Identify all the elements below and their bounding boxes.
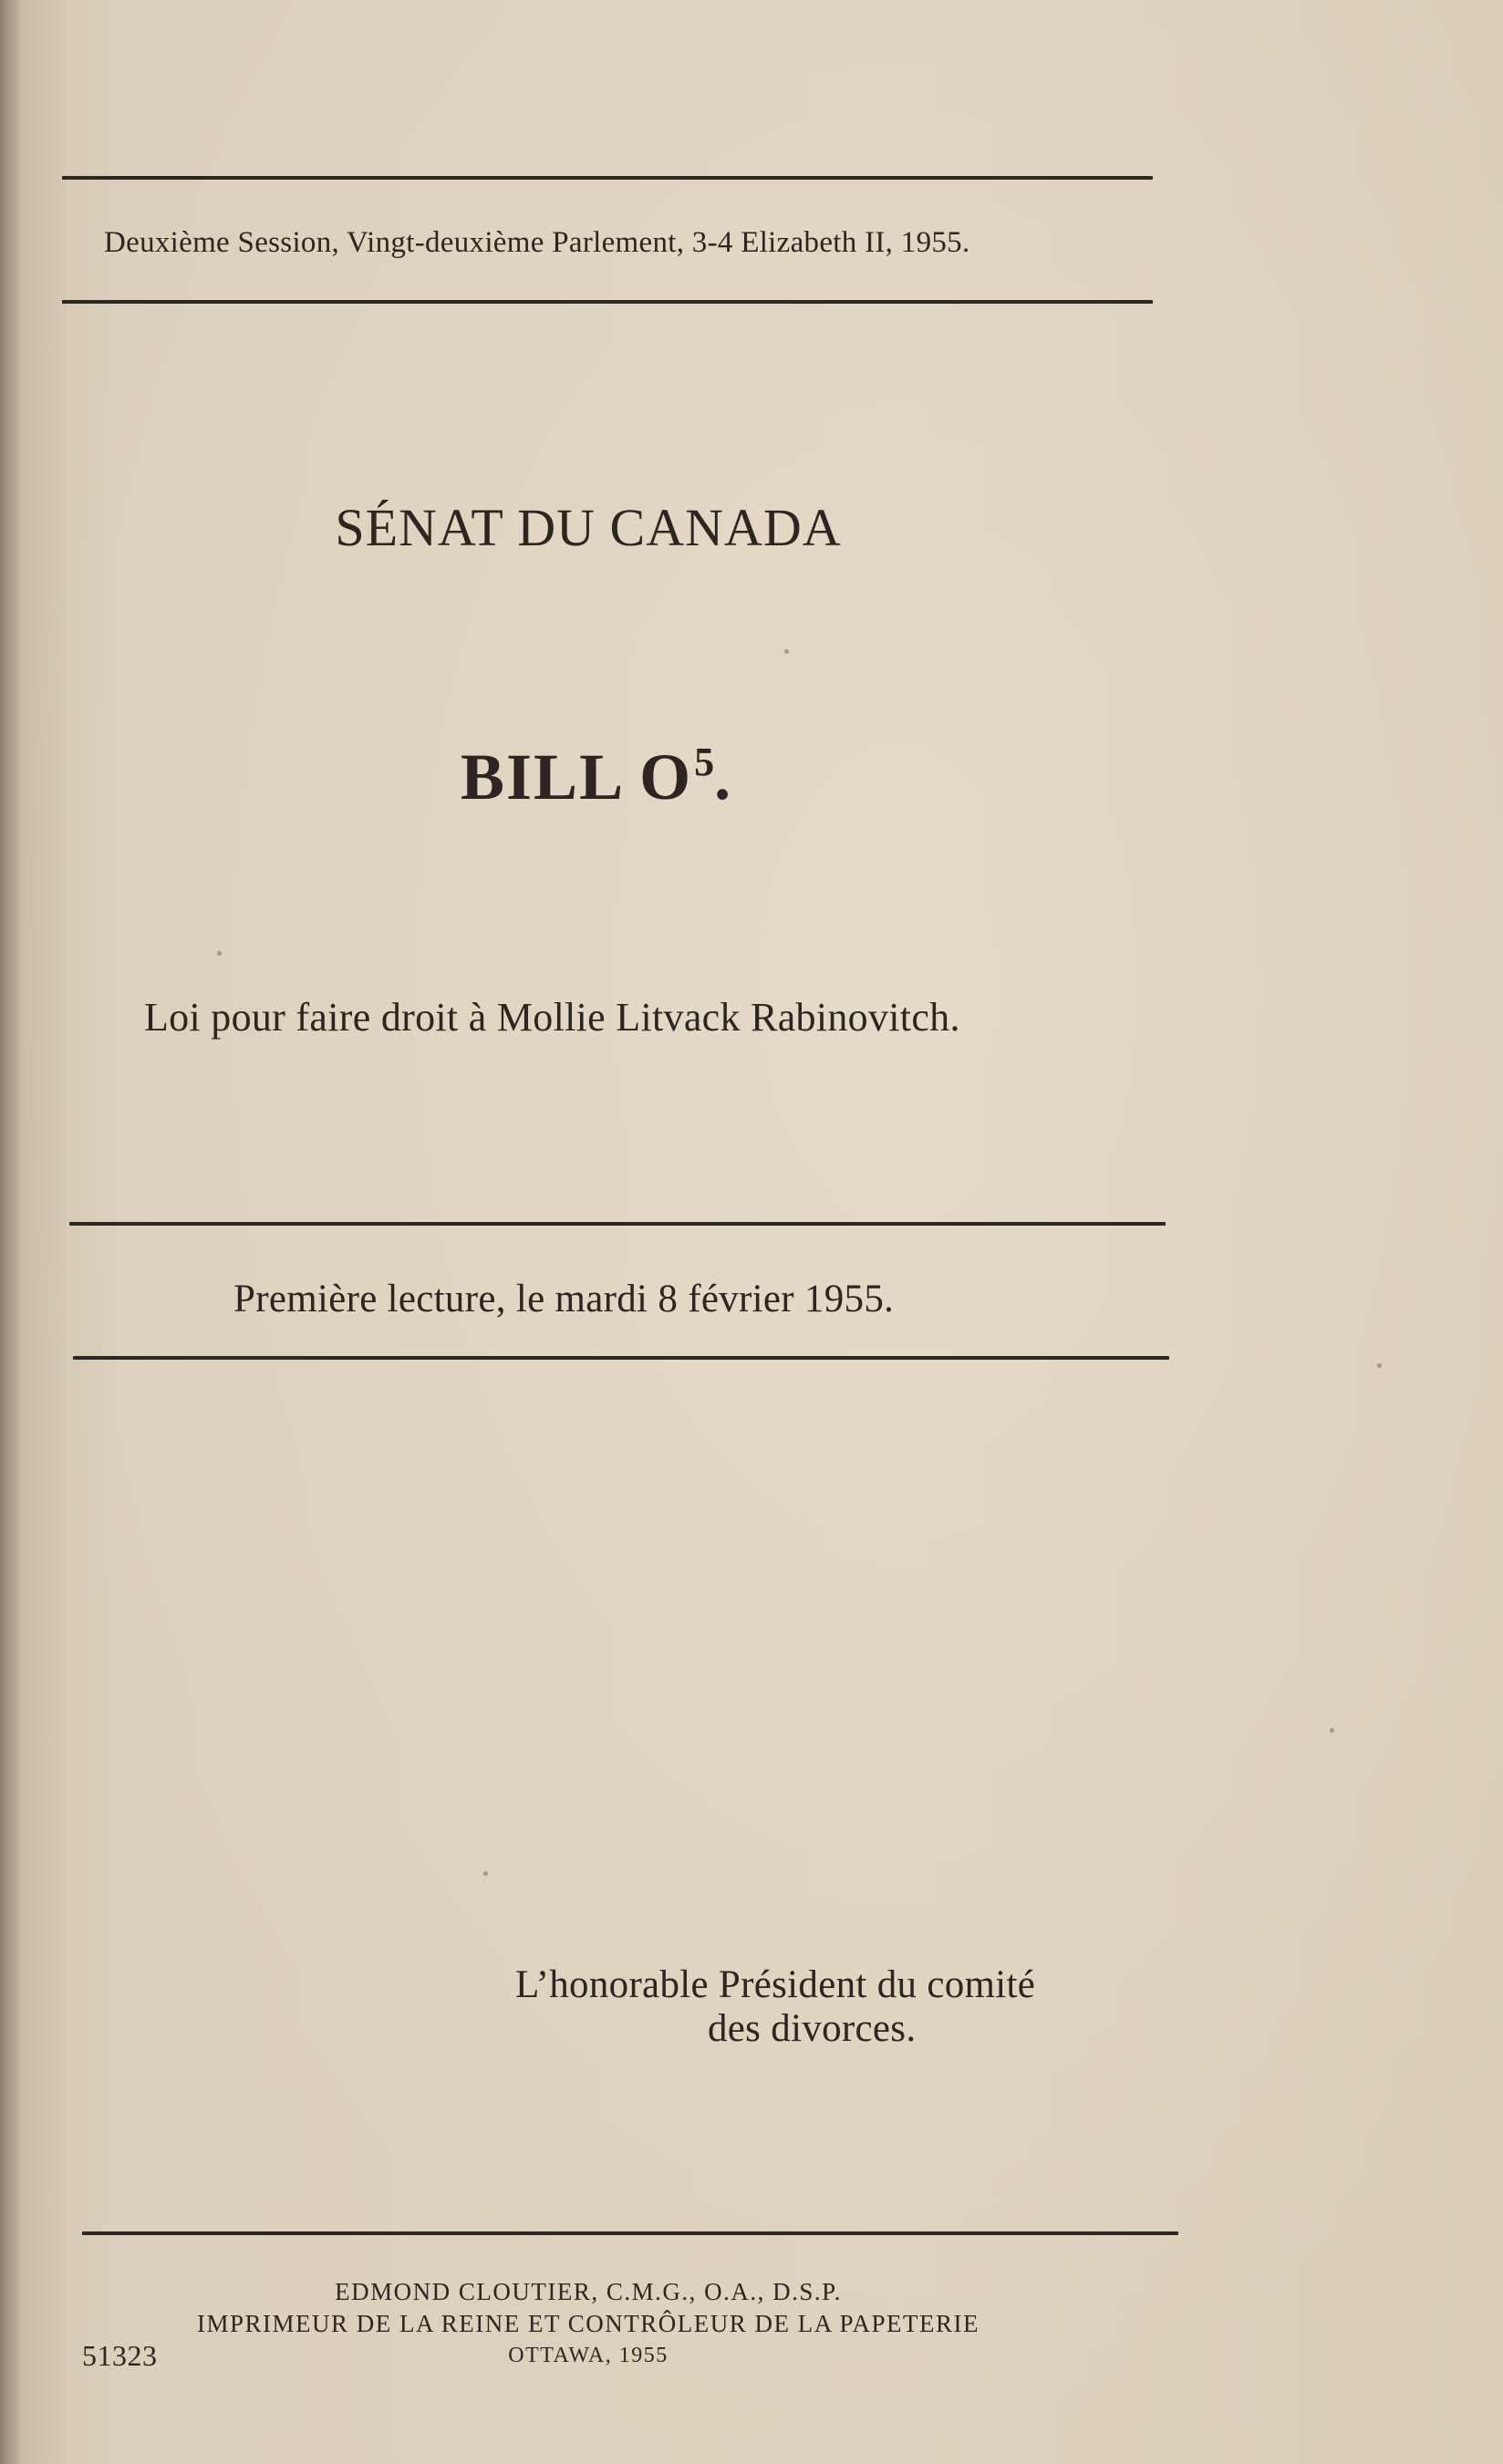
sponsor-line-2: des divorces. [708, 2007, 917, 2050]
sponsor-line-1: L’honorable Président du comité [515, 1963, 1036, 2006]
reading-rule-lower [73, 1356, 1169, 1360]
top-rule-upper [62, 176, 1153, 180]
first-reading: Première lecture, le mardi 8 février 1955. [233, 1278, 895, 1320]
bill-number-superscript: 5 [694, 740, 717, 784]
binding-edge [0, 0, 20, 2464]
top-rule-lower [62, 300, 1153, 304]
printer-name: EDMOND CLOUTIER, C.M.G., O.A., D.S.P. [335, 2278, 842, 2305]
paper-speck [483, 1871, 488, 1876]
session-line: Deuxième Session, Vingt-deuxième Parlement, 3-4 Elizabeth II, 1955. [104, 226, 970, 259]
bill-description: Loi pour faire droit à Mollie Litvack Rabinovitch. [144, 995, 960, 1040]
bill-title [461, 739, 732, 815]
imprint-rule [82, 2231, 1178, 2235]
house-heading: SÉNAT DU CANADA [335, 498, 842, 557]
paper-speck [1377, 1363, 1382, 1368]
printer-place: OTTAWA, 1955 [508, 2344, 669, 2367]
printer-title: IMPRIMEUR DE LA REINE ET CONTRÔLEUR DE LA PAPETERIE [196, 2310, 980, 2337]
bill-prefix: BILL O [461, 740, 693, 813]
paper-speck [784, 649, 789, 654]
paper-speck [1330, 1728, 1334, 1733]
bill-suffix: . [714, 740, 733, 813]
document-number: 51323 [82, 2339, 158, 2372]
reading-rule-upper [69, 1222, 1166, 1226]
paper-speck [217, 951, 222, 956]
